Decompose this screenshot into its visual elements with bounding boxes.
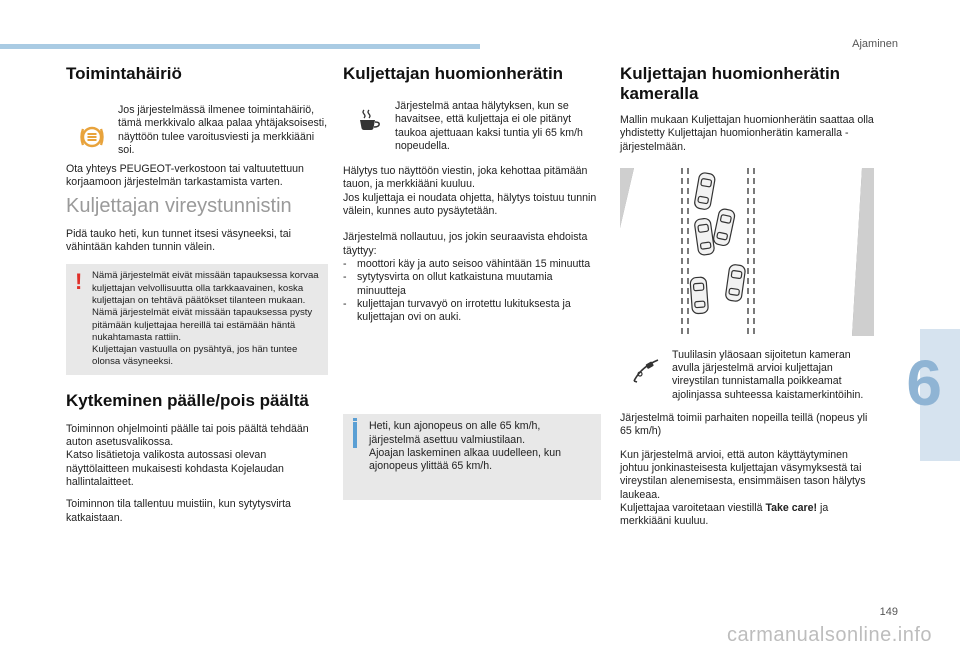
alert-icon-row xyxy=(343,100,601,153)
alert-icon-text: Järjestelmä antaa hälytyksen, kun se havaitsee, että kuljettaja ei ole pitänyt taukoa ajettuaan kaksi tuntia yli 65 km/h nopeudella. xyxy=(395,100,583,152)
vigilance-text: Pidä tauko heti, kun tunnet itsesi väsyneeksi, tai vähintään kahden tunnin välein. xyxy=(66,227,291,254)
warning-box xyxy=(66,264,328,374)
exclamation-icon: ! xyxy=(75,269,83,295)
heading-on-off: Kytkeminen päälle/pois päältä xyxy=(66,390,309,410)
column-1 xyxy=(66,64,328,525)
column-3 xyxy=(620,64,876,528)
page-number: 149 xyxy=(879,606,898,618)
camera-intro-text: Mallin mukaan Kuljettajan huomionherätin saattaa olla yhdistetty Kuljettajan huomionherätin kameralla -järjestelmään. xyxy=(620,114,874,153)
take-care-message: Take care! xyxy=(765,501,818,514)
watermark: carmanualsonline.info xyxy=(726,624,932,646)
heading-camera-alert: Kuljettajan huomionherätin kameralla xyxy=(620,64,841,103)
fault-warning-lamp-icon xyxy=(66,104,118,150)
reset-intro-text: Järjestelmä nollautuu, jos jokin seuraavista ehdoista täyttyy: xyxy=(343,231,588,257)
reset-conditions-list xyxy=(343,258,601,324)
take-care-suffix: ja merkkiääni kuuluu. xyxy=(620,501,829,528)
header-accent-bar xyxy=(0,44,480,49)
list-item: - sytytysvirta on ollut katkaistuna muutamia minuutteja xyxy=(343,271,601,298)
camera-icon-row xyxy=(620,349,876,402)
fault-contact-text: Ota yhteys PEUGEOT-verkostoon tai valtuutettuun korjaamoon järjestelmän tarkastamista varten. xyxy=(66,163,304,189)
behavior-text: Kun järjestelmä arvioi, että auton käyttäytyminen johtuu jonkinasteisesta kuljettajan väsymyksestä tai vireystilan alenemisesta, ensimmäisen tason hälytys laukeaa. xyxy=(620,448,866,501)
take-care-prefix: Kuljettajaa varoitetaan viestillä xyxy=(620,501,766,514)
take-care-text xyxy=(620,502,876,529)
list-item: - kuljettajan turvavyö on irrotettu lukituksesta ja kuljettajan ovi on auki. xyxy=(343,298,601,325)
warning-text: Nämä järjestelmät eivät missään tapauksessa korvaa kuljettajan velvollisuutta olla tarkkaavainen, koska kuljettajan on tehtävä päätökset tilanteen mukaan. Nämä järjestelmät eivät missään tapauksessa pysty pitämään kuljettajaa hereillä tai estämään häntä nukahtamasta rattiin. Kuljettajan vastuulla on pysähtyä, jos hän tuntee olonsa väsyneeksi. xyxy=(92,270,319,368)
on-off-text: Toiminnon ohjelmointi päälle tai pois päältä tehdään auton asetusvalikossa. Katso lisätietoja valikosta autossasi olevan näyttölaitteen mukaisesti kohdasta Kojelaudan hallintalaitteet. xyxy=(66,422,309,488)
info-text: Heti, kun ajonopeus on alle 65 km/h, järjestelmä asettuu valmiustilaan. Ajoajan laskeminen alkaa uudelleen, kun ajonopeus ylittää 65 km/h. xyxy=(369,420,561,473)
windscreen-camera-icon xyxy=(620,349,672,383)
fault-text: Jos järjestelmässä ilmenee toimintahäiriö, tämä merkkivalo alkaa palaa yhtäjaksoisesti, näyttöön tulee varoitusviesti ja merkkiääni soi. xyxy=(118,104,328,156)
alert-message-text: Hälytys tuo näyttöön viestin, joka kehottaa pitämään tauon, ja merkkiääni kuuluu. Jos kuljettaja ei noudata ohjetta, hälytys toistuu tunnin välein, kunnes auto pysäytetään. xyxy=(343,165,597,218)
info-icon xyxy=(353,418,357,421)
camera-icon-text: Tuulilasin yläosaan sijoitetun kameran avulla järjestelmä arvioi kuljettajan vireystilan tunnistamalla poikkeamat ajolinjassa suhteessa kaistamerkintöihin. xyxy=(672,348,864,401)
heading-driver-alert: Kuljettajan huomionherätin xyxy=(343,64,564,83)
fault-icon-row xyxy=(66,104,328,157)
memory-text: Toiminnon tila tallentuu muistiin, kun sytytysvirta katkaistaan. xyxy=(66,498,291,524)
heading-fault: Toimintahäiriö xyxy=(66,64,182,83)
column-2 xyxy=(343,64,601,500)
lane-departure-illustration xyxy=(620,168,876,341)
chapter-number: 6 xyxy=(906,347,942,419)
info-icon-bar xyxy=(353,422,357,448)
section-title: Ajaminen xyxy=(852,38,898,50)
list-item: - moottori käy ja auto seisoo vähintään 15 minuutta xyxy=(343,258,601,271)
heading-vigilance: Kuljettajan vireystunnistin xyxy=(66,194,292,217)
coffee-cup-icon xyxy=(343,100,395,132)
info-box xyxy=(343,414,601,499)
speed-text: Järjestelmä toimii parhaiten nopeilla teillä (nopeus yli 65 km/h) xyxy=(620,412,868,438)
